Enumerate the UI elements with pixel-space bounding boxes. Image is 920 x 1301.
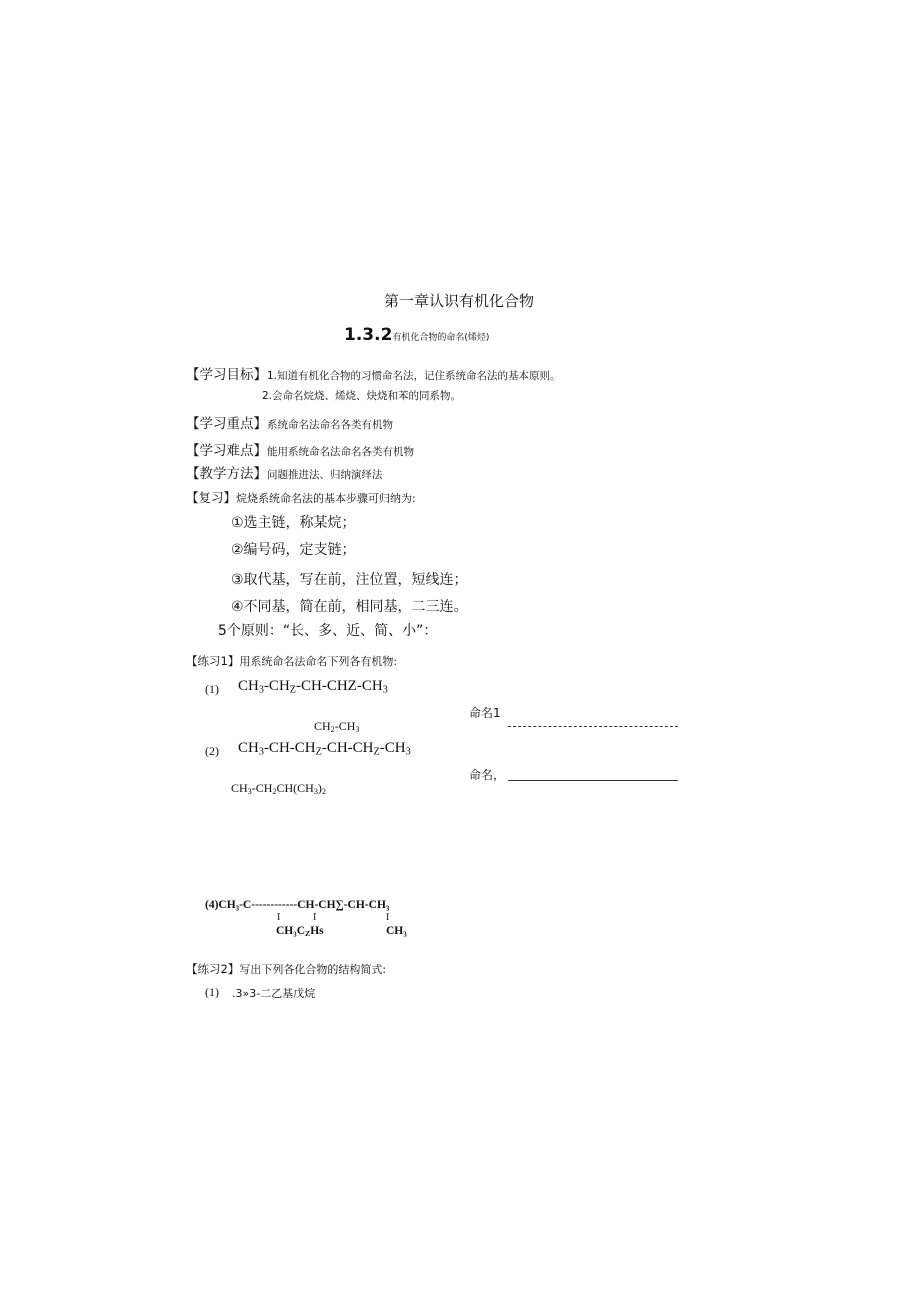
objectives-line1 [186, 363, 561, 383]
formula-sub: 3 [258, 684, 264, 696]
exercise2-text: 写出下列各化合物的结构简式: [239, 963, 387, 976]
ex1-item4-sub-right: CH₃ [386, 925, 407, 937]
formula-part: CH [238, 678, 259, 694]
formula-sub: Z [373, 746, 380, 758]
formula-part: -CH [334, 719, 356, 733]
formula-sub: 2 [272, 787, 277, 797]
objectives-text1: 1.知道有机化合物的习惯命名法，记住系统命名法的基本原则。 [267, 370, 561, 382]
formula-part: -CH-CH [321, 740, 374, 756]
objectives-text2: 2.会命名烷烧、烯烧、炔烧和苯的同系物。 [262, 390, 462, 402]
exercise1-label: 【练习1】 [186, 654, 240, 668]
review [186, 487, 416, 506]
formula-part: -CH [379, 740, 406, 756]
ex1-item1-formula [238, 678, 388, 695]
formula-part: -CH-CH [263, 740, 316, 756]
ex1-item2-answer-label: 命名， [469, 768, 506, 782]
formula-sub: Z [289, 684, 297, 696]
ex1-item4-tick-3: I [386, 912, 390, 923]
formula-part: -CH [251, 781, 273, 795]
ex1-item2-formula [238, 740, 411, 757]
difficulty [186, 439, 414, 459]
review-text: 烷烧系统命名法的基本步骤可归纳为: [236, 492, 416, 505]
ex1-item2-num: (2) [205, 744, 219, 758]
formula-sub: 2 [321, 787, 326, 797]
ex2-item1-text: .3»3-二乙基戊烷 [232, 987, 316, 1000]
lesson-heading [344, 325, 489, 345]
review-step-2: ②编号码，定支链； [231, 542, 356, 558]
lesson-title: 有机化合物的命名(烯烃) [392, 333, 490, 343]
review-step-4: ④不同基，简在前，相同基，二三连。 [231, 599, 468, 615]
method-text: 问题推进法、归纳演绎法 [267, 469, 383, 481]
exercise1-heading [186, 650, 397, 669]
review-principles: 5个原则：“长、多、近、简、小”： [218, 623, 438, 639]
formula-part: ) [317, 781, 322, 795]
formula-sub: 3 [258, 746, 264, 758]
formula-sub: 2 [330, 725, 335, 735]
exercise2-label: 【练习2】 [186, 962, 240, 976]
ex1-item1-answer-blank[interactable] [508, 726, 678, 727]
ex1-item4-tick-1: I [277, 912, 281, 923]
formula-part: Hs [310, 925, 324, 937]
formula-sub: 3 [405, 746, 411, 758]
formula-part: -CH-CHZ-CH [296, 678, 383, 694]
ex1-item2-answer-blank[interactable] [508, 780, 678, 781]
formula-part: CH [314, 719, 331, 733]
ex1-item1-num: (1) [205, 682, 219, 696]
formula-sub: 3 [355, 725, 360, 735]
ex1-item1-branch [314, 719, 360, 734]
method-label: 【教学方法】 [186, 466, 267, 482]
exercise2-heading [186, 958, 386, 977]
exercise1-text: 用系统命名法命名下列各有机物: [239, 655, 398, 668]
formula-sub: 3 [313, 787, 318, 797]
difficulty-text: 能用系统命名法命名各类有机物 [267, 446, 414, 458]
ex1-item4-formula: (4)CH₃-C------------CH-CH∑-CH-CH₃ [205, 899, 390, 911]
formula-part: CH(CH [276, 781, 314, 795]
key-points [186, 412, 393, 432]
ex1-item2-branch [231, 781, 326, 796]
chapter-title: 第一章认识有机化合物 [384, 292, 535, 310]
method [186, 462, 383, 482]
ex1-item4-sub-left [276, 925, 324, 937]
formula-part: CH [238, 740, 259, 756]
formula-part: CH [231, 781, 248, 795]
review-step-1: ①选主链，称某烷； [231, 515, 356, 531]
formula-sub: 3 [247, 787, 252, 797]
formula-part: CH₃C [276, 925, 306, 937]
review-step-3: ③取代基，写在前，注位置，短线连； [231, 572, 468, 588]
key-points-text: 系统命名法命名各类有机物 [267, 419, 393, 431]
difficulty-label: 【学习难点】 [186, 443, 267, 459]
key-points-label: 【学习重点】 [186, 416, 267, 432]
formula-sub: Z [315, 746, 322, 758]
lesson-number: 1.3.2 [344, 325, 393, 345]
formula-part: -CH [263, 678, 290, 694]
objectives-label: 【学习目标】 [186, 367, 267, 383]
review-label: 【复习】 [186, 490, 237, 505]
formula-sub: Z [305, 928, 311, 938]
formula-sub: 3 [382, 684, 388, 696]
ex1-item1-answer-label: 命名1 [469, 706, 501, 720]
ex2-item1-num: (1) [205, 985, 219, 999]
ex1-item4-tick-2: I [313, 912, 317, 923]
